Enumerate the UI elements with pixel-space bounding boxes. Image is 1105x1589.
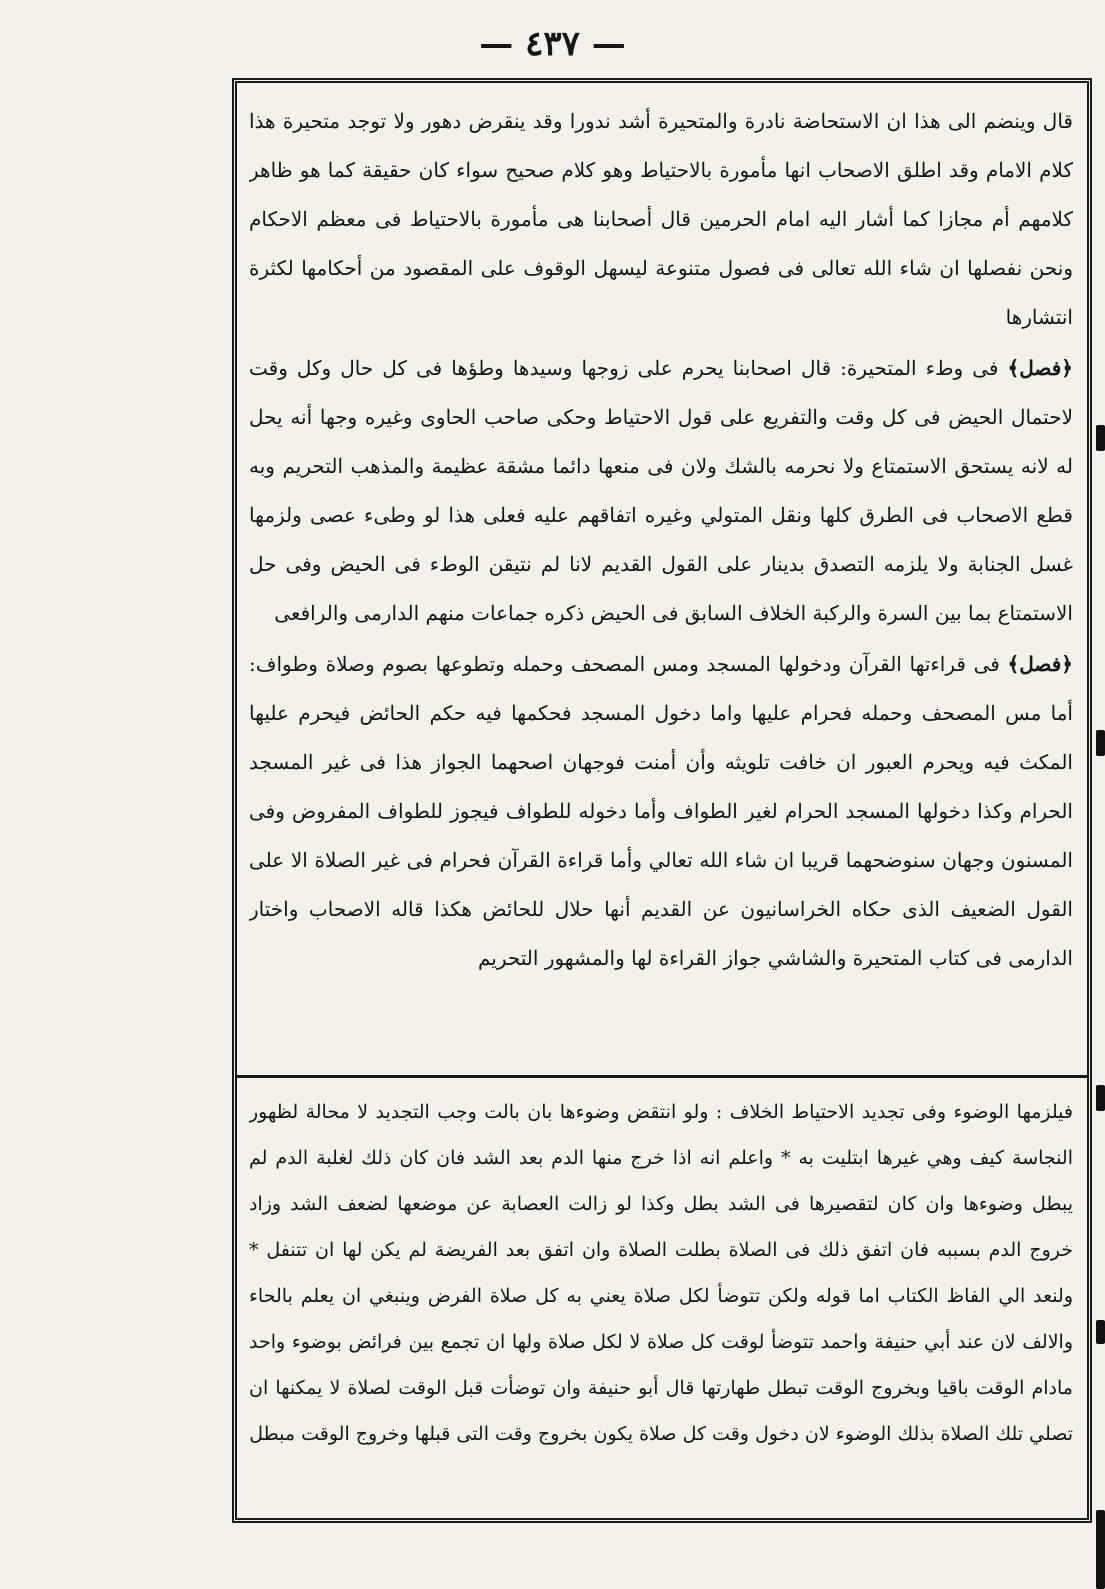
margin-scan-mark bbox=[1096, 1320, 1105, 1344]
text-frame bbox=[232, 78, 1092, 1523]
commentary-text-block bbox=[249, 1089, 1073, 1509]
paragraph-intro bbox=[249, 97, 1073, 342]
paragraph-text: قال وينضم الى هذا ان الاستحاضة نادرة والمتحيرة أشد ندورا وقد ينقرض دهور ولا توجد متحيرة هذا كلام الامام وقد اطلق الاصحاب انها مأمورة بالاحتياط وهو كلام صحيح سواء كان حقيقة كما هو ظاهر كلامهم أم مجازا كما أشار اليه امام الحرمين قال أصحابنا هى مأمورة بالاحتياط فى معظم الاحكام ونحن نفصلها ان شاء الله تعالى فى فصول متنوعة ليسهل الوقوف على المقصود من أحكامها لكثرة انتشارها bbox=[249, 109, 1073, 329]
paragraph-wat-al-mutahayyira bbox=[249, 344, 1073, 638]
paragraph-qiraat-al-quran bbox=[249, 640, 1073, 983]
paragraph-text: فى قراءتها القرآن ودخولها المسجد ومس المصحف وحمله وتطوعها بصوم وصلاة وطواف: أما مس المصحف وحمله فحرام عليها واما دخول المسجد فحكمها فيه حكم الحائض فيحرم عليها المكث فيه ويحرم العبور ان خافت تلويثه وأن أمنت فوجهان اصحهما الجواز هذا فى غير المسجد الحرام وكذا دخولها المسجد الحرام لغير الطواف وأما دخوله للطواف فيجوز للطواف المفروض وفى المسنون وجهان سنوضحهما قريبا ان شاء الله تعالي وأما قراءة القرآن فحرام فى غير الصلاة الا على القول الضعيف الذى حكاه الخراسانيون عن القديم أنها حلال للحائض هكذا قاله الاصحاب واختار الدارمى فى كتاب المتحيرة والشاشي جواز القراءة لها والمشهور التحريم bbox=[249, 652, 1073, 970]
commentary-paragraph bbox=[249, 1089, 1073, 1457]
margin-scan-mark bbox=[1096, 1085, 1105, 1111]
section-title: ﴿فصل﴾ bbox=[1007, 652, 1073, 676]
paragraph-text: فيلزمها الوضوء وفى تجديد الاحتياط الخلاف : ولو انتقض وضوءها بان بالت وجب التجديد لا محالة لظهور النجاسة كيف وهي غيرها ابتليت به * واعلم انه اذا خرج منها الدم بعد الشد فان كان ذلك لغلبة الدم لم يبطل وضوءها وان كان لتقصيرها فى الشد بطل وكذا لو زالت العصابة عن موضعها لضعف الشد وزاد خروج الدم بسببه فان اتفق ذلك فى الصلاة بطلت الصلاة وان اتفق بعد الفريضة لم يكن لها ان تتنفل * ولنعد الي الفاظ الكتاب اما قوله ولكن تتوضأ لكل صلاة يعني به كل صلاة الفرض وينبغي ان يعلم بالحاء والالف لان عند أبي حنيفة واحمد تتوضأ لوقت كل صلاة لا لكل صلاة ولها ان تجمع بين فرائض بوضوء واحد مادام الوقت باقيا وبخروج الوقت تبطل طهارتها قال أبو حنيفة وان توضأت قبل الوقت لصلاة لا يمكنها ان تصلي تلك الصلاة بذلك الوضوء لان دخول وقت كل صلاة يكون بخروج وقت التى قبلها وخروج الوقت مبطل bbox=[249, 1101, 1073, 1445]
margin-scan-mark bbox=[1096, 425, 1105, 451]
section-divider bbox=[237, 1075, 1087, 1078]
section-title: ﴿فصل﴾ bbox=[1007, 356, 1073, 380]
page-number: — ٤٣٧ — bbox=[479, 24, 626, 64]
paragraph-text: فى وطء المتحيرة: قال اصحابنا يحرم على زوجها وسيدها وطؤها فى كل حال وكل وقت لاحتمال الحيض فى كل وقت والتفريع على قول الاحتياط وحكى صاحب الحاوى وغيره وجها أنه يحل له لانه يستحق الاستمتاع ولا نحرمه بالشك ولان فى منعها دائما مشقة عظيمة والمذهب التحريم وبه قطع الاصحاب فى الطرق كلها ونقل المتولي وغيره اتفاقهم عليه فعلى هذا لو وطىء عصى ولزمها غسل الجنابة ولا يلزمه التصدق بدينار على القول القديم لانا لم نتيقن الوطء فى الحيض وفى حل الاستمتاع بما بين السرة والركبة الخلاف السابق فى الحيض ذكره جماعات منهم الدارمى والرافعى bbox=[249, 356, 1073, 625]
main-text-block bbox=[249, 97, 1073, 1057]
margin-scan-mark bbox=[1096, 1510, 1105, 1589]
margin-scan-mark bbox=[1096, 730, 1105, 756]
